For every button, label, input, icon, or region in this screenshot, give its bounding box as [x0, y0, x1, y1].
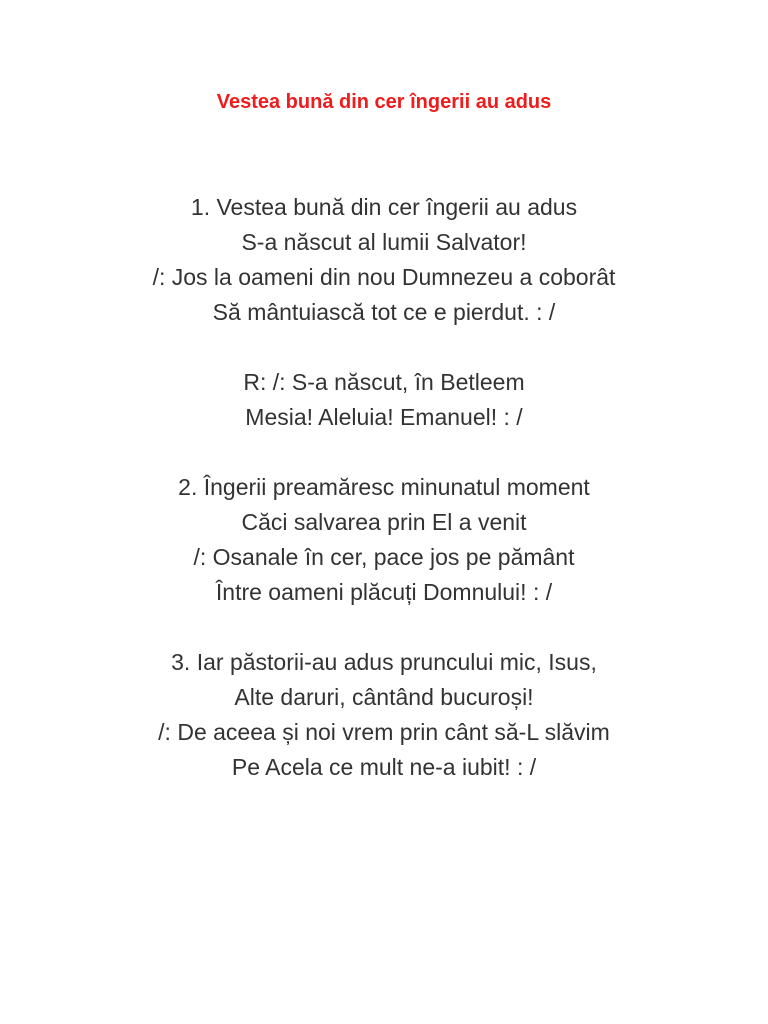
- refrain-line-2: Mesia! Aleluia! Emanuel! : /: [245, 404, 523, 430]
- refrain-line-1: R: /: S-a născut, în Betleem: [243, 369, 525, 395]
- stanza-1-line-1: 1. Vestea bună din cer îngerii au adus: [190, 194, 578, 220]
- refrain: [0, 365, 768, 435]
- stanza-spacer: [0, 330, 768, 365]
- stanza-3: [0, 645, 768, 785]
- stanza-2: [0, 470, 768, 610]
- song-title: Vestea bună din cer îngerii au adus: [216, 91, 552, 113]
- stanza-1-line-3: /: Jos la oameni din nou Dumnezeu a coborât: [152, 264, 616, 290]
- stanza-2-line-4: Între oameni plăcuți Domnului! : /: [215, 579, 553, 605]
- stanza-3-line-4: Pe Acela ce mult ne-a iubit! : /: [231, 754, 537, 780]
- stanza-2-line-1: 2. Îngerii preamăresc minunatul moment: [178, 474, 590, 500]
- stanza-1: [0, 190, 768, 330]
- lyrics-body: [0, 190, 768, 785]
- stanza-spacer: [0, 435, 768, 470]
- stanza-3-line-1: 3. Iar păstorii-au adus pruncului mic, Isus,: [171, 649, 597, 675]
- stanza-3-line-3: /: De aceea și noi vrem prin cânt să-L slăvim: [158, 719, 610, 745]
- stanza-1-line-4: Să mântuiască tot ce e pierdut. : /: [212, 299, 556, 325]
- stanza-2-line-2: Căci salvarea prin El a venit: [241, 509, 527, 535]
- stanza-spacer: [0, 610, 768, 645]
- stanza-2-line-3: /: Osanale în cer, pace jos pe pământ: [193, 544, 575, 570]
- stanza-1-line-2: S-a născut al lumii Salvator!: [241, 229, 527, 255]
- stanza-3-line-2: Alte daruri, cântând bucuroși!: [234, 684, 534, 710]
